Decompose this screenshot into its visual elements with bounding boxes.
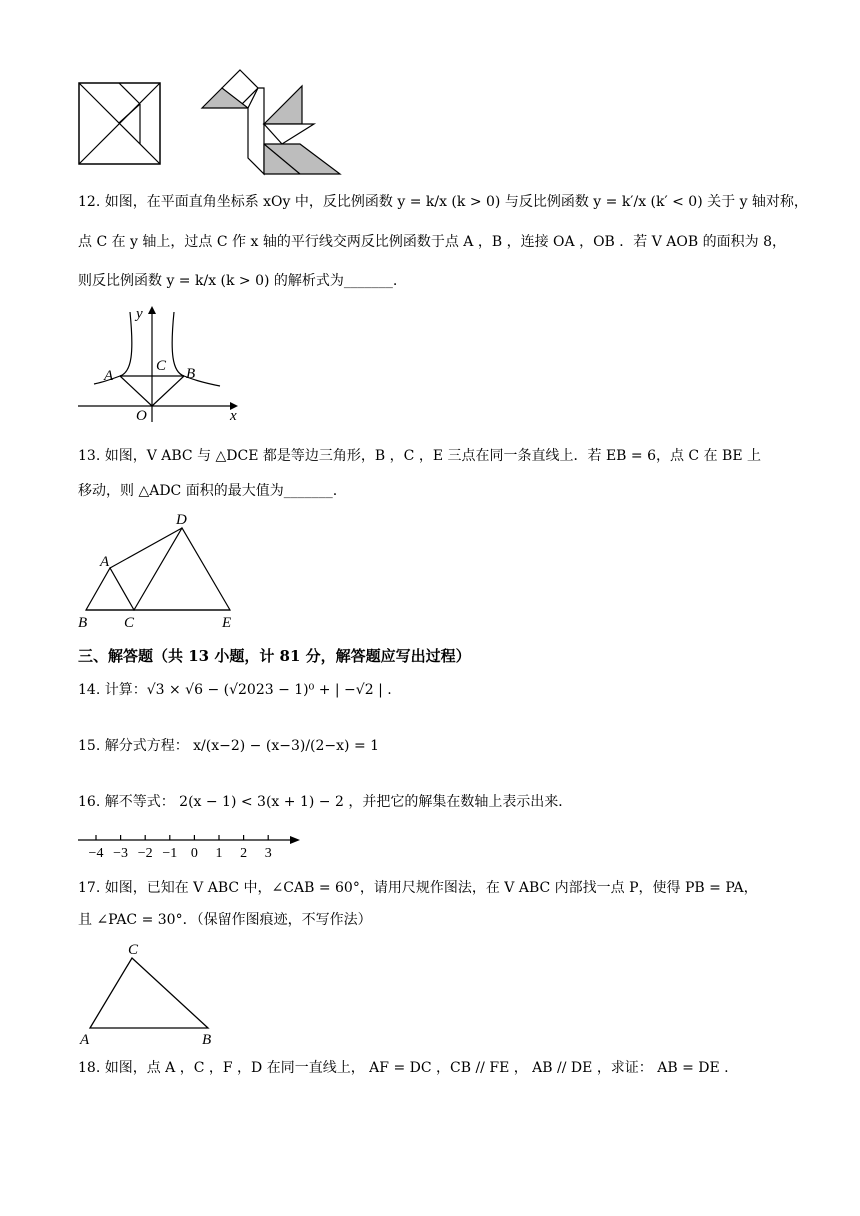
section-3-heading: 三、解答题（共 13 小题，计 81 分，解答题应写出过程）: [78, 647, 471, 665]
q17-fig-label-a: A: [80, 1032, 90, 1048]
q13-fig-label-b: B: [78, 615, 88, 631]
tangram-bird-figure: [200, 68, 345, 178]
q13-line2: 移动，则 △ADC 面积的最大值为_______.: [78, 483, 338, 499]
q12-fig-label-a: A: [104, 368, 114, 384]
q12-fig-y-label: y: [136, 306, 143, 322]
q12-fig-label-o: O: [136, 408, 147, 424]
q12-line2: 点 C 在 y 轴上，过点 C 作 x 轴的平行线交两反比例函数于点 A ，B ，连接 OA ，OB ．若 V AOB 的面积为 8，: [78, 234, 786, 250]
q13-fig-label-c: C: [124, 615, 135, 631]
q12-line3: 则反比例函数 y = k/x (k > 0) 的解析式为_______.: [78, 273, 398, 289]
q12-fig-x-label: x: [230, 408, 237, 424]
q18-text: 18. 如图，点 A ，C ，F ，D 在同一直线上， AF = DC ，CB // FE ， AB // DE ，求证： AB = DE .: [78, 1060, 729, 1076]
q13-triangles-figure: [74, 510, 244, 632]
number-line: [74, 826, 314, 860]
number-line-label: −3: [113, 846, 129, 860]
number-line-label: 2: [240, 846, 248, 860]
q12-line1: 12. 如图，在平面直角坐标系 xOy 中，反比例函数 y = k/x (k > 0) 与反比例函数 y = k′/x (k′ < 0) 关于 y 轴对称，: [78, 194, 808, 210]
q13-fig-label-e: E: [222, 615, 232, 631]
q16-text: 16. 解不等式： 2(x − 1) < 3(x + 1) − 2 ，并把它的解集在数轴上表示出来．: [78, 794, 573, 810]
q13-fig-label-d: D: [176, 512, 187, 528]
number-line-label: −2: [137, 846, 153, 860]
number-line-label: −1: [162, 846, 178, 860]
number-line-label: 0: [190, 846, 198, 860]
q17-line1: 17. 如图，已知在 V ABC 中，∠CAB = 60°，请用尺规作图法，在 V ABC 内部找一点 P，使得 PB = PA，: [78, 880, 758, 896]
q17-fig-label-c: C: [128, 942, 139, 958]
q13-line1: 13. 如图，V ABC 与 △DCE 都是等边三角形，B ，C ，E 三点在同一条直线上．若 EB = 6，点 C 在 BE 上: [78, 448, 762, 464]
number-line-label: −4: [88, 846, 104, 860]
number-line-label: 3: [264, 846, 272, 860]
tangram-square-figure: [78, 82, 162, 166]
q12-coordinate-figure: [74, 302, 254, 424]
q17-line2: 且 ∠PAC = 30°．（保留作图痕迹，不写作法）: [78, 912, 372, 928]
q13-fig-label-a: A: [100, 554, 110, 570]
q14-text: 14. 计算：√3 × √6 − (√2023 − 1)⁰ + | −√2 | .: [78, 682, 392, 698]
q15-text: 15. 解分式方程： x/(x−2) − (x−3)/(2−x) = 1: [78, 738, 380, 754]
q17-triangle-figure: [74, 938, 224, 1048]
q12-fig-label-b: B: [186, 366, 196, 382]
number-line-label: 1: [215, 846, 223, 860]
q17-fig-label-b: B: [202, 1032, 212, 1048]
q12-fig-label-c: C: [156, 358, 167, 374]
